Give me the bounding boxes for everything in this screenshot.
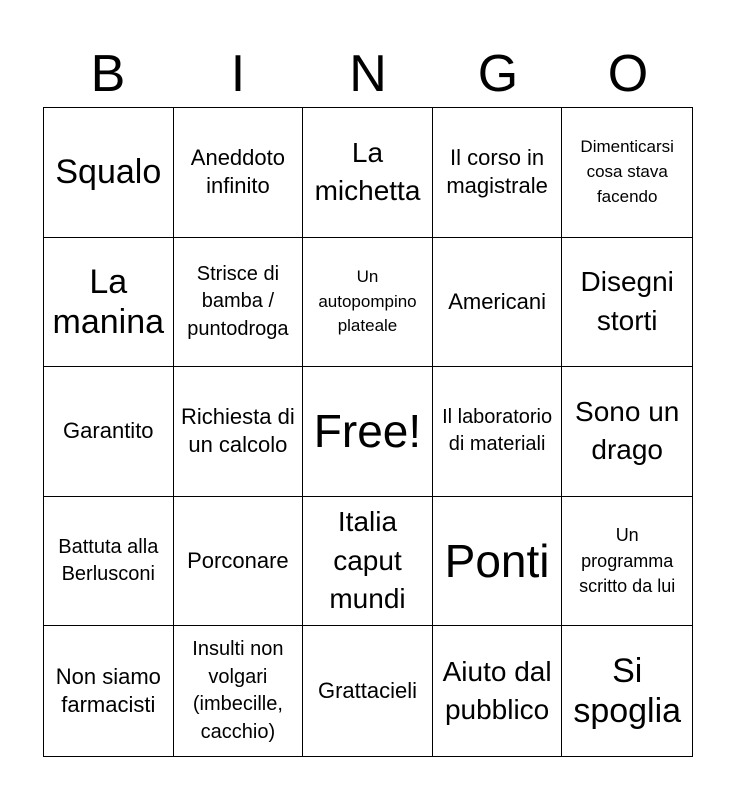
- header-letter-g: G: [477, 45, 519, 103]
- bingo-cell[interactable]: Disegni storti: [562, 238, 692, 368]
- bingo-cell[interactable]: Un autopompino plateale: [303, 238, 433, 368]
- bingo-cell[interactable]: Non siamo farmacisti: [44, 626, 174, 756]
- bingo-cell[interactable]: Insulti non volgari (imbecille, cacchio): [174, 626, 304, 756]
- bingo-cell[interactable]: Grattacieli: [303, 626, 433, 756]
- bingo-cell[interactable]: Americani: [433, 238, 563, 368]
- bingo-cell[interactable]: Aneddoto infinito: [174, 108, 304, 238]
- bingo-cell[interactable]: Italia caput mundi: [303, 497, 433, 627]
- bingo-cell[interactable]: Strisce di bamba / puntodroga: [174, 238, 304, 368]
- bingo-cell[interactable]: La manina: [44, 238, 174, 368]
- bingo-cell[interactable]: Richiesta di un calcolo: [174, 367, 304, 497]
- bingo-cell[interactable]: Dimenticarsi cosa stava facendo: [562, 108, 692, 238]
- bingo-card-grid: [43, 107, 693, 757]
- header-letter-n: N: [349, 45, 387, 103]
- header-letter-i: I: [230, 45, 246, 103]
- bingo-cell[interactable]: Il laboratorio di materiali: [433, 367, 563, 497]
- header-letter-o: O: [607, 45, 649, 103]
- bingo-cell[interactable]: Battuta alla Berlusconi: [44, 497, 174, 627]
- bingo-cell[interactable]: Porconare: [174, 497, 304, 627]
- bingo-cell[interactable]: Aiuto dal pubblico: [433, 626, 563, 756]
- bingo-cell[interactable]: Il corso in magistrale: [433, 108, 563, 238]
- bingo-header: [43, 40, 693, 108]
- bingo-cell[interactable]: Sono un drago: [562, 367, 692, 497]
- bingo-cell[interactable]: Squalo: [44, 108, 174, 238]
- bingo-cell[interactable]: Si spoglia: [573, 652, 682, 731]
- bingo-cell[interactable]: Un programma scritto da lui: [562, 497, 692, 627]
- bingo-cell[interactable]: Garantito: [44, 367, 174, 497]
- bingo-cell[interactable]: La michetta: [303, 108, 433, 238]
- bingo-cell[interactable]: Ponti: [433, 497, 563, 627]
- header-letter-b: B: [90, 45, 126, 103]
- free-space[interactable]: Free!: [303, 367, 433, 497]
